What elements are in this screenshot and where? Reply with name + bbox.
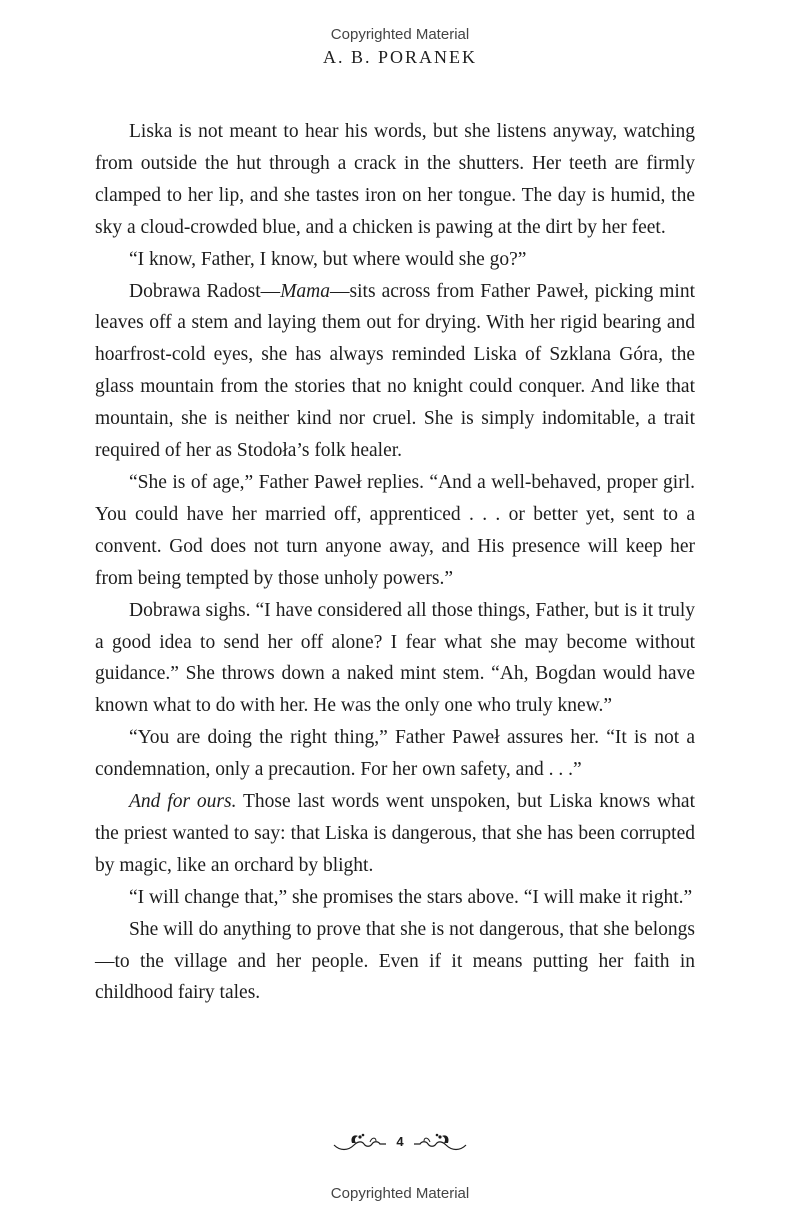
paragraph-7-rest: Those last words went unspoken, but Liska knows what the priest wanted to say: that Liska is dangerous, that she has been corrupted by magic, like an orchard by blight. <box>95 791 695 876</box>
paragraph-3-italic: Mama <box>280 280 331 302</box>
paragraph-3-lead: Dobrawa Radost— <box>129 280 281 302</box>
folio <box>0 1128 800 1154</box>
paragraph-3-rest: —sits across from Father Paweł, picking mint leaves off a stem and laying them out for drying. With her rigid bearing and hoarfrost-cold eyes, she has always reminded Liska of Szklana Góra, the glass mountain from the stories that no knight could conquer. And like that mountain, she is neither kind nor cruel. She is simply indomitable, a trait required of her as Stodoła’s folk healer. <box>95 280 695 462</box>
paragraph-7 <box>95 786 695 882</box>
floral-flourish-right-icon <box>412 1131 468 1151</box>
paragraph-8: “I will change that,” she promises the stars above. “I will make it right.” <box>129 886 693 908</box>
floral-flourish-left-icon <box>332 1131 388 1151</box>
copyright-notice-top: Copyrighted Material <box>330 26 470 43</box>
paragraph-5: Dobrawa sighs. “I have considered all those things, Father, but is it truly a good idea to send her off alone? I fear what she may become without guidance.” She throws down a naked mint stem. “Ah, Bogdan would have known what to do with her. He was the only one who truly knew.” <box>95 599 695 717</box>
paragraph-3 <box>95 276 695 467</box>
paragraph-1: Liska is not meant to hear his words, but she listens anyway, watching from outside the hut through a crack in the shutters. Her teeth are firmly clamped to her lip, and she tastes iron on her tongue. The day is humid, the sky a cloud-crowded blue, and a chicken is pawing at the dirt by her feet. <box>95 121 695 238</box>
paragraph-2: “I know, Father, I know, but where would she go?” <box>129 248 527 270</box>
paragraph-9: She will do anything to prove that she is not dangerous, that she belongs—to the village and her people. Even if it means putting her faith in childhood fairy tales. <box>95 918 695 1004</box>
body-text <box>95 116 695 1009</box>
paragraph-4: “She is of age,” Father Paweł replies. “And a well-behaved, proper girl. You could have her married off, apprenticed . . . or better yet, sent to a convent. God does not turn anyone away, and His presence will keep her from being tempted by those unholy powers.” <box>95 471 695 589</box>
copyright-notice-bottom: Copyrighted Material <box>330 1185 470 1202</box>
paragraph-6: “You are doing the right thing,” Father Paweł assures her. “It is not a condemnation, only a precaution. For her own safety, and . . .” <box>95 727 695 781</box>
paragraph-7-italic: And for ours. <box>129 791 237 813</box>
running-head-author: A. B. PORANEK <box>322 47 477 67</box>
page-number: 4 <box>396 1133 404 1149</box>
